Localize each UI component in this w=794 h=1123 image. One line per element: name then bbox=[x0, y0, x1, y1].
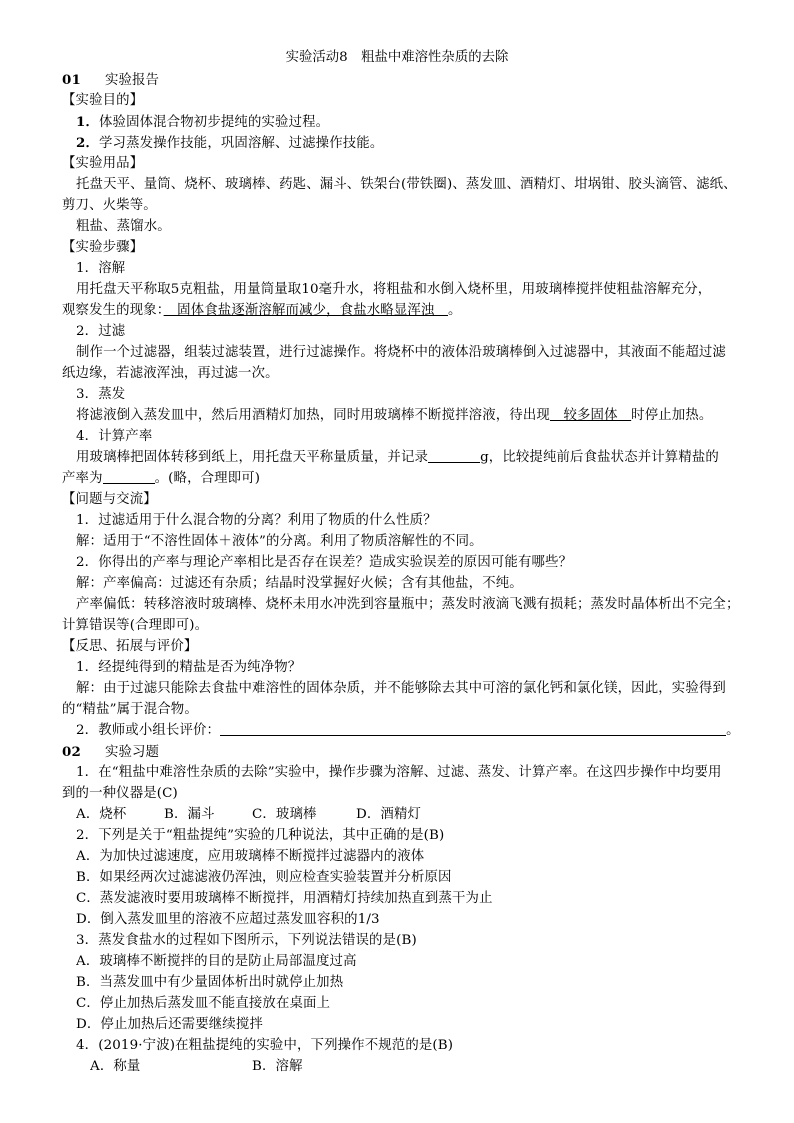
exercise-1-line-1: 1．在“粗盐中难溶性杂质的去除”实验中，操作步骤为溶解、过滤、蒸发、计算产率。在这四步操作中均要用 bbox=[76, 765, 722, 780]
section-label: 实验习题 bbox=[104, 745, 160, 760]
exercise-3-stem: 3．蒸发食盐水的过程如下图所示，下列说法错误的是(B) bbox=[76, 933, 417, 948]
steps-heading: 【实验步骤】 bbox=[62, 240, 144, 255]
step-2-title: 2．过滤 bbox=[76, 324, 126, 339]
purpose-item-1: 1．体验固体混合物初步提纯的实验过程。 bbox=[76, 114, 330, 130]
option-c: C．玻璃棒 bbox=[252, 807, 317, 822]
page-title: 实验活动8 粗盐中难溶性杂质的去除 bbox=[285, 50, 509, 65]
exercise-2-stem: 2．下列是关于“粗盐提纯”实验的几种说法，其中正确的是(B) bbox=[76, 828, 445, 843]
step-2-line-1: 制作一个过滤器，组装过滤装置，进行过滤操作。将烧杯中的液体沿玻璃棒倒入过滤器中，其液面不能超过滤 bbox=[76, 345, 726, 360]
qa-answer-2-line-2: 产率偏低：转移溶液时玻璃棒、烧杯未用水冲洗到容量瓶中；蒸发时液滴飞溅有损耗；蒸发时晶体析出不完全； bbox=[76, 597, 740, 612]
qa-question-1: 1．过滤适用于什么混合物的分离？利用了物质的什么性质？ bbox=[76, 513, 437, 528]
qa-question-2: 2．你得出的产率与理论产率相比是否存在误差？造成实验误差的原因可能有哪些？ bbox=[76, 555, 573, 570]
exercise-2-option-b: B．如果经两次过滤滤液仍浑浊，则应检查实验装置并分析原因 bbox=[76, 870, 452, 885]
exercise-4-options bbox=[90, 1057, 790, 1077]
exercise-2-option-c: C．蒸发滤液时要用玻璃棒不断搅拌，用酒精灯持续加热直到蒸干为止 bbox=[76, 891, 493, 906]
qa-answer-2-line-3: 计算错误等(合理即可)。 bbox=[62, 618, 209, 633]
step-1-line-2: 观察发生的现象： 固体食盐逐渐溶解而减少，食盐水略显浑浊 。 bbox=[62, 303, 462, 318]
exercise-1-options bbox=[76, 805, 776, 825]
reflect-answer-1-line-1: 解：由于过滤只能除去食盐中难溶性的固体杂质，并不能够除去其中可溶的氯化钙和氯化镁，因此，实验得到 bbox=[76, 681, 726, 696]
supplies-line-1: 托盘天平、量筒、烧杯、玻璃棒、药匙、漏斗、铁架台(带铁圈)、蒸发皿、酒精灯、坩埚钳、胶头滴管、滤纸、 bbox=[76, 177, 737, 192]
exercise-3-option-d: D．停止加热后还需要继续搅拌 bbox=[76, 1017, 263, 1032]
exercise-2-option-d: D．倒入蒸发皿里的溶液不应超过蒸发皿容积的1/3 bbox=[76, 912, 380, 927]
step-1-line-1: 用托盘天平称取5克粗盐，用量筒量取10毫升水，将粗盐和水倒入烧杯里，用玻璃棒搅拌使粗盐溶解充分， bbox=[76, 282, 712, 297]
qa-answer-1: 解：适用于“不溶性固体＋液体”的分离。利用了物质溶解性的不同。 bbox=[76, 534, 483, 549]
purpose-item-2: 2．学习蒸发操作技能，巩固溶解、过滤操作技能。 bbox=[76, 135, 384, 151]
step-4-line-2: 产率为 。(略，合理即可) bbox=[62, 471, 261, 486]
supplies-line-3: 粗盐、蒸馏水。 bbox=[76, 219, 171, 234]
option-a: A．烧杯 bbox=[76, 807, 127, 822]
section-number: 02 bbox=[62, 744, 81, 760]
qa-answer-2-line-1: 解：产率偏高：过滤还有杂质；结晶时没掌握好火候；含有其他盐，不纯。 bbox=[76, 576, 523, 591]
section-number: 01 bbox=[62, 72, 81, 88]
option-d: D．酒精灯 bbox=[356, 807, 422, 822]
reflect-question-2: 2．教师或小组长评价： 。 bbox=[76, 723, 740, 738]
section-01-heading bbox=[62, 70, 762, 91]
section-label: 实验报告 bbox=[104, 73, 160, 88]
answer-blank: 较多固体 bbox=[549, 408, 632, 423]
exercise-3-option-c: C．停止加热后蒸发皿不能直接放在桌面上 bbox=[76, 996, 331, 1011]
step-4-title: 4．计算产率 bbox=[76, 429, 153, 444]
reflect-answer-1-line-2: 的“精盐”属于混合物。 bbox=[62, 702, 198, 717]
exercise-3-option-a: A．玻璃棒不断搅拌的目的是防止局部温度过高 bbox=[76, 954, 357, 969]
reflect-question-1: 1．经提纯得到的精盐是否为纯净物？ bbox=[76, 660, 302, 675]
reflect-heading: 【反思、拓展与评价】 bbox=[62, 639, 198, 654]
exercise-2-option-a: A．为加快过滤速度，应用玻璃棒不断搅拌过滤器内的液体 bbox=[76, 849, 425, 864]
supplies-heading: 【实验用品】 bbox=[62, 156, 144, 171]
option-b: B．溶解 bbox=[252, 1059, 303, 1074]
section-02-heading bbox=[62, 742, 762, 763]
option-a: A．称量 bbox=[90, 1059, 141, 1074]
qa-heading: 【问题与交流】 bbox=[62, 492, 157, 507]
exercise-4-stem: 4．(2019·宁波)在粗盐提纯的实验中，下列操作不规范的是(B) bbox=[76, 1038, 454, 1053]
step-1-title: 1．溶解 bbox=[76, 261, 126, 276]
fill-in-blank bbox=[103, 469, 155, 484]
step-3-title: 3．蒸发 bbox=[76, 387, 126, 402]
step-3-line-1: 将滤液倒入蒸发皿中，然后用酒精灯加热，同时用玻璃棒不断搅拌溶液，待出现 较多固体 时停止加热。 bbox=[76, 408, 713, 423]
answer-blank: 固体食盐逐渐溶解而减少，食盐水略显浑浊 bbox=[163, 303, 448, 318]
supplies-line-2: 剪刀、火柴等。 bbox=[62, 198, 157, 213]
fill-in-blank bbox=[428, 448, 480, 463]
option-b: B．漏斗 bbox=[164, 807, 215, 822]
evaluation-blank bbox=[220, 721, 726, 736]
purpose-heading: 【实验目的】 bbox=[62, 93, 144, 108]
step-2-line-2: 纸边缘，若滤液浑浊，再过滤一次。 bbox=[62, 366, 279, 381]
exercise-3-option-b: B．当蒸发皿中有少量固体析出时就停止加热 bbox=[76, 975, 344, 990]
step-4-line-1: 用玻璃棒把固体转移到纸上，用托盘天平称量质量，并记录 g，比较提纯前后食盐状态并计算精盐的 bbox=[76, 450, 719, 465]
exercise-1-line-2: 到的一种仪器是(C) bbox=[62, 786, 178, 801]
